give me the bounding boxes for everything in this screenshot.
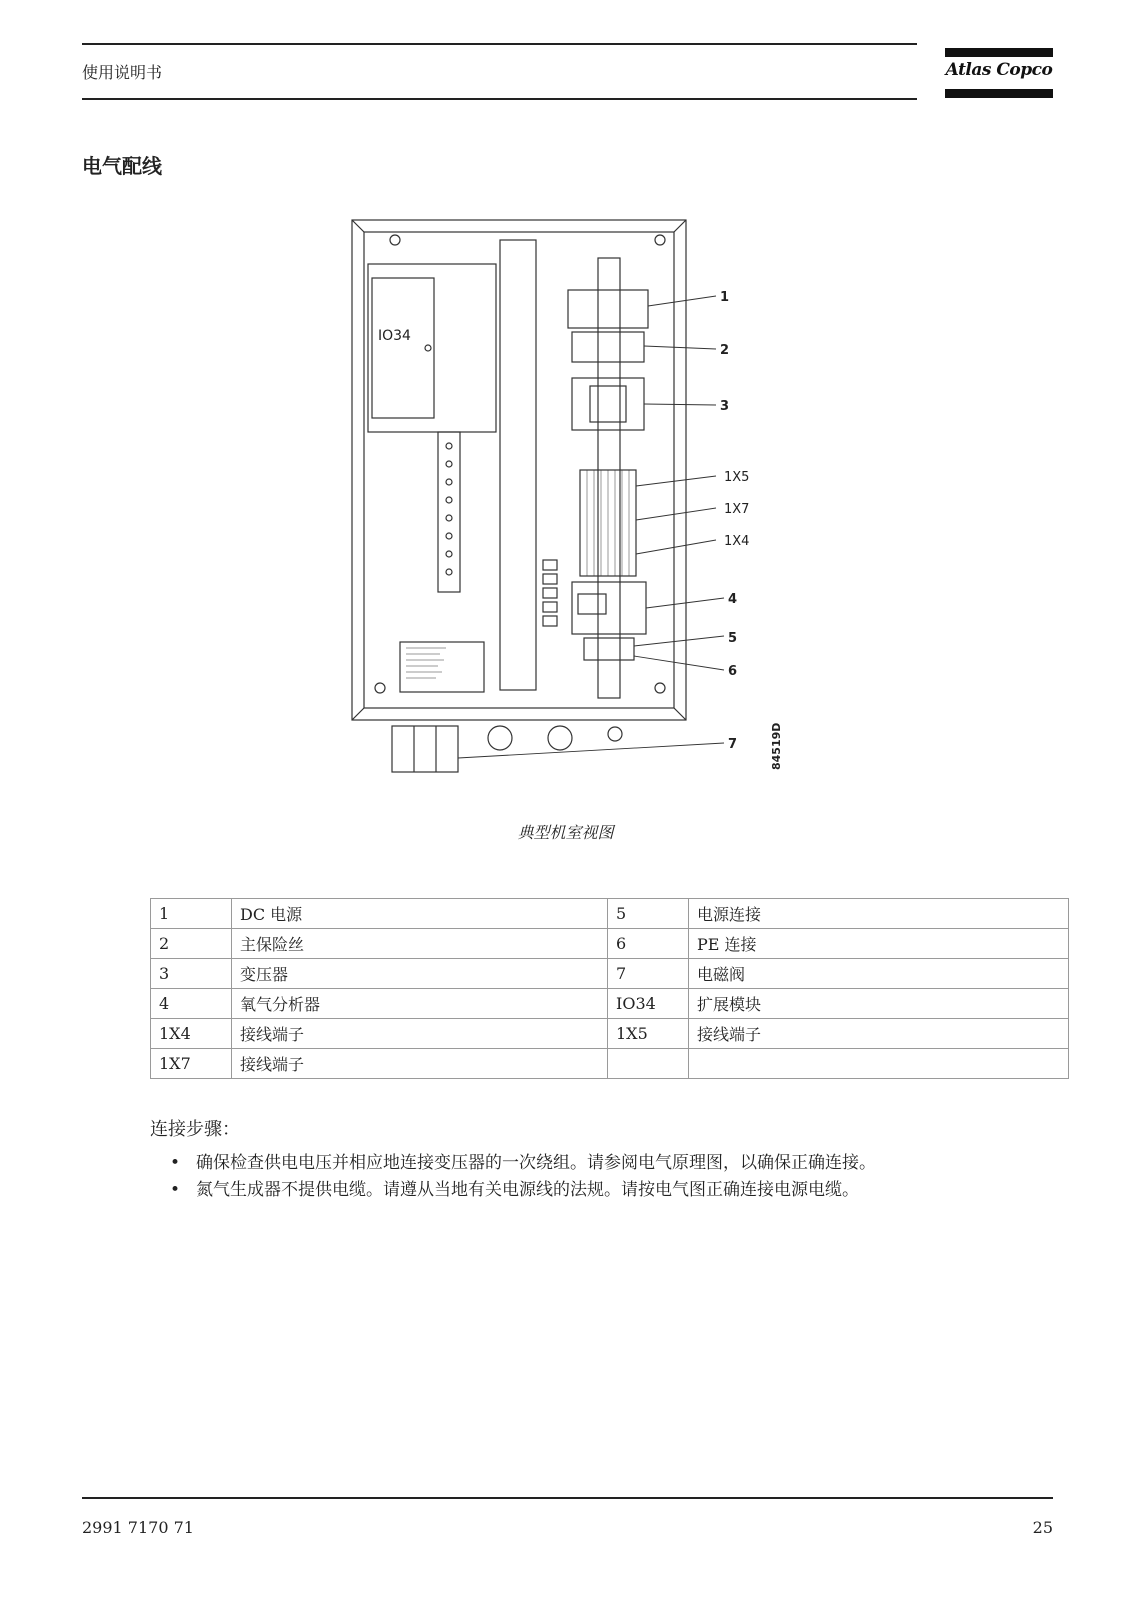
header-rule-bottom	[82, 98, 917, 100]
callout-6: 6	[728, 664, 738, 679]
table-cell: 接线端子	[232, 1049, 608, 1079]
footer-rule	[82, 1497, 1053, 1499]
table-cell: 接线端子	[689, 1019, 1069, 1049]
table-cell: 2	[151, 929, 232, 959]
callout-7: 7	[728, 737, 738, 752]
table-cell: 扩展模块	[689, 989, 1069, 1019]
list-item	[170, 1150, 876, 1177]
callout-1: 1	[720, 290, 730, 305]
callout-1x7: 1X7	[724, 502, 750, 517]
main-fuse	[572, 332, 644, 362]
bullet-icon: •	[170, 1153, 181, 1173]
table-row	[151, 989, 1069, 1019]
table-row	[151, 959, 1069, 989]
callout-1x4: 1X4	[724, 534, 750, 549]
table-cell	[689, 1049, 1069, 1079]
table-row	[151, 1019, 1069, 1049]
solenoid-valves	[392, 726, 458, 772]
control-cabinet-diagram	[350, 218, 810, 798]
table-row	[151, 899, 1069, 929]
list-item	[170, 1177, 876, 1204]
io34-label: IO34	[378, 328, 411, 344]
callout-1x5: 1X5	[724, 470, 750, 485]
info-plate	[400, 642, 484, 692]
steps-title: 连接步骤：	[150, 1119, 240, 1140]
table-cell: 4	[151, 989, 232, 1019]
step-text: 氮气生成器不提供电缆。请遵从当地有关电源线的法规。请按电气图正确连接电源电缆。	[196, 1180, 859, 1200]
drawing-code: 84519D	[770, 722, 783, 770]
cable-duct	[500, 240, 536, 690]
oxygen-analyzer	[572, 582, 646, 634]
table-cell: 1X4	[151, 1019, 232, 1049]
steps-list	[170, 1150, 876, 1204]
logo-text: Atlas Copco	[945, 60, 1053, 80]
table-cell: 电源连接	[689, 899, 1069, 929]
logo-bar-top	[945, 48, 1053, 57]
step-text: 确保检查供电电压并相应地连接变压器的一次绕组。请参阅电气原理图，以确保正确连接。	[196, 1153, 876, 1173]
table-cell: 电磁阀	[689, 959, 1069, 989]
table-cell: 接线端子	[232, 1019, 608, 1049]
section-title: 电气配线	[82, 154, 162, 178]
table-cell: 5	[608, 899, 689, 929]
table-cell: 1	[151, 899, 232, 929]
page-number: 25	[1032, 1518, 1053, 1537]
table-cell: 7	[608, 959, 689, 989]
table-cell: 主保险丝	[232, 929, 608, 959]
table-cell: 变压器	[232, 959, 608, 989]
header-rule-top	[82, 43, 917, 45]
callout-5: 5	[728, 631, 738, 646]
table-cell: 6	[608, 929, 689, 959]
table-cell: 氧气分析器	[232, 989, 608, 1019]
table-cell: DC 电源	[232, 899, 608, 929]
callout-2: 2	[720, 343, 730, 358]
header-title: 使用说明书	[82, 63, 163, 82]
atlas-copco-logo	[945, 48, 1053, 102]
logo-bar-bottom	[945, 89, 1053, 98]
table-cell: PE 连接	[689, 929, 1069, 959]
table-row	[151, 929, 1069, 959]
table-row	[151, 1049, 1069, 1079]
table-cell: IO34	[608, 989, 689, 1019]
table-cell	[608, 1049, 689, 1079]
callout-4: 4	[728, 592, 738, 607]
power-pe-terminals	[584, 638, 634, 660]
table-cell: 1X5	[608, 1019, 689, 1049]
table-cell: 3	[151, 959, 232, 989]
io34-module	[368, 264, 496, 432]
dc-power-supply	[568, 290, 648, 328]
figure-caption: 典型机室视图	[517, 823, 614, 842]
callout-3: 3	[720, 399, 730, 414]
legend-table	[150, 898, 1069, 1079]
doc-number: 2991 7170 71	[82, 1518, 194, 1537]
bullet-icon: •	[170, 1180, 181, 1200]
table-cell: 1X7	[151, 1049, 232, 1079]
